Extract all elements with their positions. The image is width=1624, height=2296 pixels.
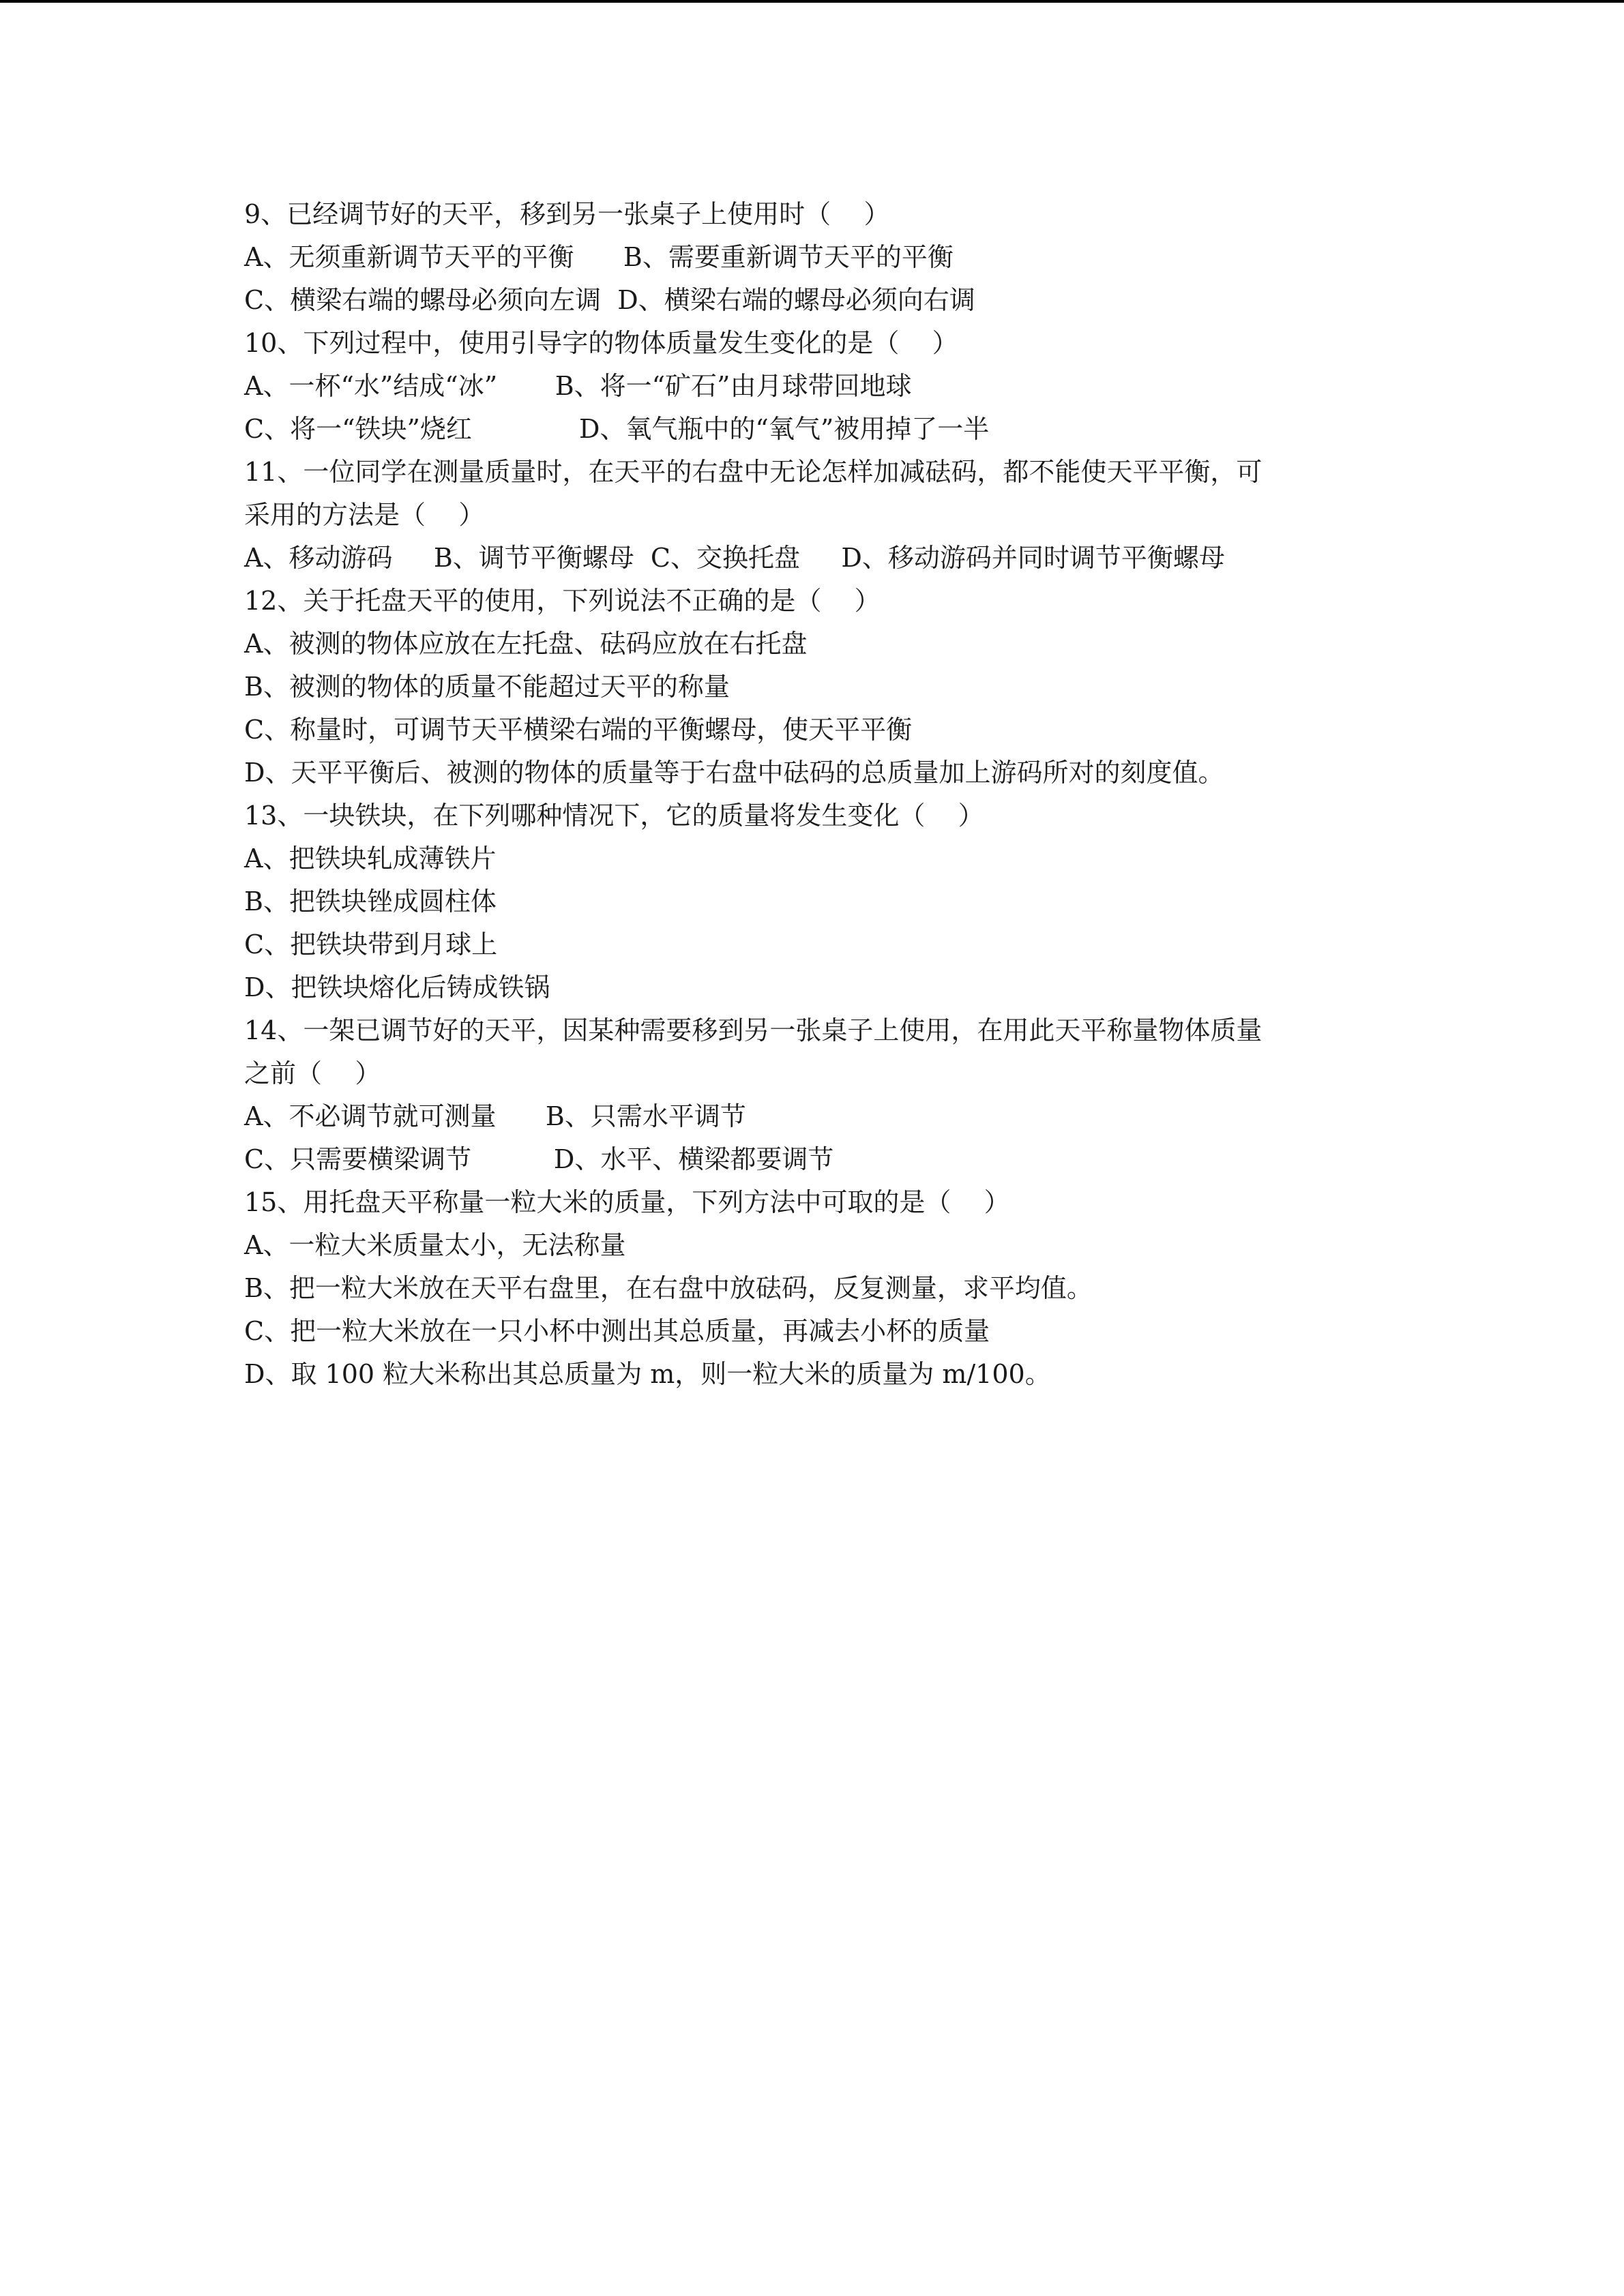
question-15-option-a: A、一粒大米质量太小，无法称量: [244, 1230, 626, 1260]
question-13-stem: 13、一块铁块，在下列哪种情况下，它的质量将发生变化（ ）: [244, 801, 984, 831]
question-12-option-d: D、天平平衡后、被测的物体的质量等于右盘中砝码的总质量加上游码所对的刻度值。: [244, 758, 1224, 788]
question-13-option-d: D、把铁块熔化后铸成铁锅: [244, 972, 550, 1002]
question-14-options-ab: A、不必调节就可测量 B、只需水平调节: [244, 1101, 746, 1131]
question-12-option-b: B、被测的物体的质量不能超过天平的称量: [244, 672, 730, 702]
question-12-option-a: A、被测的物体应放在左托盘、砝码应放在右托盘: [244, 629, 808, 659]
question-10-stem: 10、下列过程中，使用引导字的物体质量发生变化的是（ ）: [244, 328, 958, 358]
question-12-stem: 12、关于托盘天平的使用，下列说法不正确的是（ ）: [244, 586, 881, 616]
question-9-stem: 9、已经调节好的天平，移到另一张桌子上使用时（ ）: [244, 199, 890, 229]
question-9-options-ab: A、无须重新调节天平的平衡 B、需要重新调节天平的平衡: [244, 242, 954, 272]
question-10-options-ab: A、一杯“水”结成“冰” B、将一“矿石”由月球带回地球: [244, 371, 912, 401]
question-13-option-b: B、把铁块锉成圆柱体: [244, 886, 497, 916]
question-12-option-c: C、称量时，可调节天平横梁右端的平衡螺母，使天平平衡: [244, 715, 913, 745]
question-14-stem-line-1: 14、一架已调节好的天平，因某种需要移到另一张桌子上使用，在用此天平称量物体质量: [244, 1015, 1263, 1045]
question-11-stem-line-1: 11、一位同学在测量质量时，在天平的右盘中无论怎样加减砝码，都不能使天平平衡，可: [244, 457, 1263, 487]
question-11-stem-line-2: 采用的方法是（ ）: [244, 500, 485, 530]
worksheet-body: [244, 193, 1404, 1396]
question-9-options-cd: C、横梁右端的螺母必须向左调 D、横梁右端的螺母必须向右调: [244, 285, 975, 315]
question-14-options-cd: C、只需要横梁调节 D、水平、横梁都要调节: [244, 1144, 834, 1174]
page-top-border: [0, 0, 1624, 3]
question-11-options: A、移动游码 B、调节平衡螺母 C、交换托盘 D、移动游码并同时调节平衡螺母: [244, 543, 1225, 573]
question-15-stem: 15、用托盘天平称量一粒大米的质量，下列方法中可取的是（ ）: [244, 1187, 1010, 1217]
question-15-option-c: C、把一粒大米放在一只小杯中测出其总质量，再减去小杯的质量: [244, 1316, 990, 1346]
question-15-option-d: D、取 100 粒大米称出其总质量为 m，则一粒大米的质量为 m/100。: [244, 1359, 1051, 1389]
question-10-options-cd: C、将一“铁块”烧红 D、氧气瓶中的“氧气”被用掉了一半: [244, 414, 990, 444]
question-15-option-b: B、把一粒大米放在天平右盘里，在右盘中放砝码，反复测量，求平均值。: [244, 1273, 1093, 1303]
question-14-stem-line-2: 之前（ ）: [244, 1058, 381, 1088]
question-13-option-c: C、把铁块带到月球上: [244, 929, 498, 959]
question-13-option-a: A、把铁块轧成薄铁片: [244, 844, 497, 874]
